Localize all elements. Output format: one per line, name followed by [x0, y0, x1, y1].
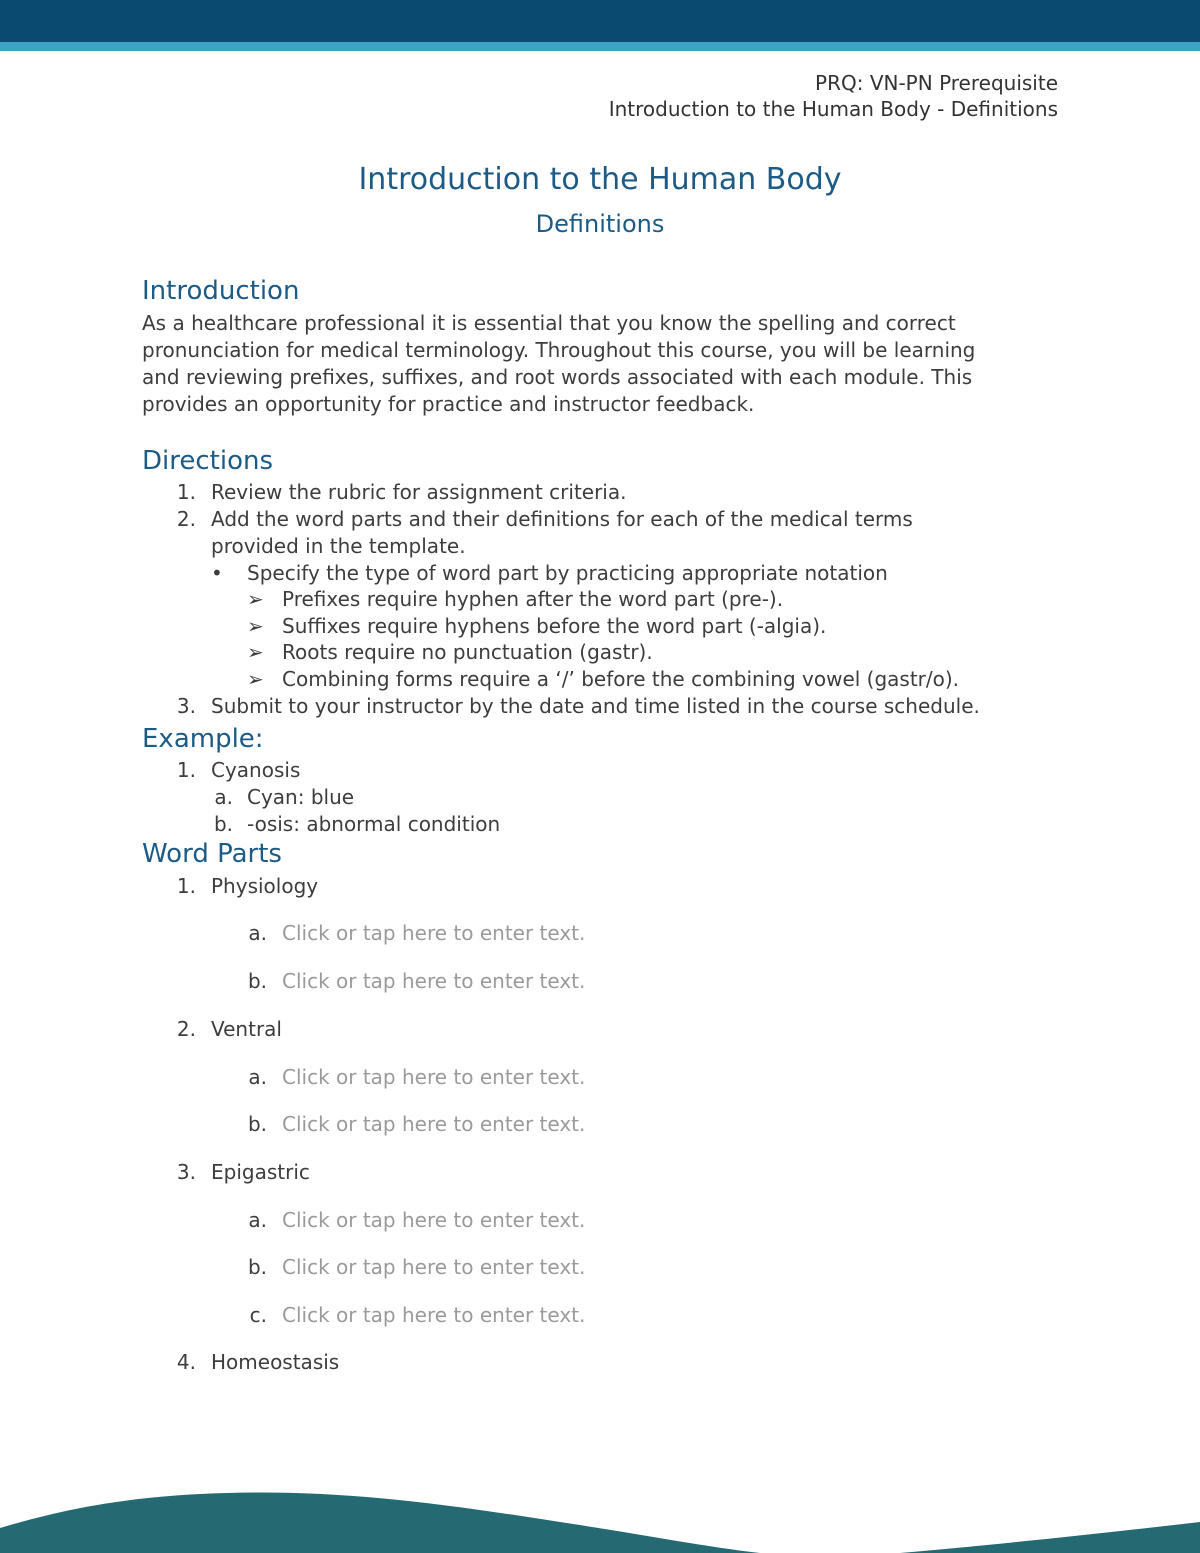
example-definition: Cyan: blue [247, 785, 355, 809]
term-label: Homeostasis [211, 1350, 340, 1374]
notation-text: Prefixes require hyphen after the word part (pre-). [282, 587, 784, 611]
list-number: 2. [176, 507, 196, 531]
introduction-paragraph [142, 310, 1062, 418]
list-letter: a. [248, 1065, 267, 1089]
answer-text-field[interactable]: Click or tap here to enter text. [282, 1112, 586, 1136]
answer-text-field[interactable]: Click or tap here to enter text. [282, 1303, 586, 1327]
example-heading: Example: [142, 724, 264, 754]
directions-step-text: Add the word parts and their definitions for each of the medical terms [211, 507, 913, 531]
page-subtitle: Definitions [535, 210, 665, 238]
list-letter: a. [248, 921, 267, 945]
list-number: 3. [176, 1160, 196, 1184]
bullet-icon: • [211, 561, 223, 585]
list-letter: b. [247, 1112, 267, 1136]
directions-step-text: Submit to your instructor by the date and time listed in the course schedule. [211, 694, 980, 718]
term-label: Epigastric [211, 1160, 310, 1184]
running-header-document: Introduction to the Human Body - Definitions [608, 97, 1058, 121]
introduction-line: pronunciation for medical terminology. Throughout this course, you will be learning [142, 338, 976, 362]
list-number: 1. [176, 874, 196, 898]
answer-text-field[interactable]: Click or tap here to enter text. [282, 1255, 586, 1279]
term-label: Physiology [211, 874, 319, 898]
footer-wave [0, 1470, 1200, 1553]
arrow-bullet-icon: ➢ [247, 640, 264, 664]
directions-heading: Directions [142, 446, 274, 476]
arrow-bullet-icon: ➢ [247, 667, 264, 691]
top-banner-accent-stripe [0, 42, 1200, 51]
top-banner-dark-band [0, 0, 1200, 42]
list-letter: b. [247, 1255, 267, 1279]
introduction-line: and reviewing prefixes, suffixes, and root words associated with each module. This [142, 365, 973, 389]
arrow-bullet-icon: ➢ [247, 587, 264, 611]
introduction-line: provides an opportunity for practice and instructor feedback. [142, 392, 755, 416]
running-header-course: PRQ: VN-PN Prerequisite [815, 71, 1058, 95]
term-label: Ventral [211, 1017, 282, 1041]
introduction-heading: Introduction [142, 276, 300, 306]
example-definition: -osis: abnormal condition [247, 812, 501, 836]
notation-text: Combining forms require a ‘/’ before the combining vowel (gastr/o). [282, 667, 960, 691]
directions-bullet-text: Specify the type of word part by practicing appropriate notation [247, 561, 888, 585]
running-header [609, 70, 1058, 122]
footer-wave-right-shape [900, 1522, 1200, 1553]
answer-text-field[interactable]: Click or tap here to enter text. [282, 1208, 586, 1232]
introduction-line: As a healthcare professional it is essential that you know the spelling and correct [142, 311, 956, 335]
answer-text-field[interactable]: Click or tap here to enter text. [282, 921, 586, 945]
directions-step-text: Review the rubric for assignment criteria. [211, 480, 627, 504]
list-number: 1. [176, 480, 196, 504]
page-title: Introduction to the Human Body [358, 162, 842, 197]
footer-wave-left-shape [0, 1492, 760, 1553]
example-term: Cyanosis [211, 758, 301, 782]
list-letter: a. [248, 1208, 267, 1232]
notation-text: Roots require no punctuation (gastr). [282, 640, 653, 664]
word-parts-heading: Word Parts [142, 839, 282, 869]
answer-text-field[interactable]: Click or tap here to enter text. [282, 1065, 586, 1089]
list-number: 4. [176, 1350, 196, 1374]
arrow-bullet-icon: ➢ [247, 614, 264, 638]
list-number: 2. [176, 1017, 196, 1041]
notation-text: Suffixes require hyphens before the word part (-algia). [282, 614, 827, 638]
answer-text-field[interactable]: Click or tap here to enter text. [282, 969, 586, 993]
list-number: 1. [176, 758, 196, 782]
list-letter: a. [214, 785, 233, 809]
list-letter: b. [247, 969, 267, 993]
top-banner [0, 0, 1200, 52]
list-letter: b. [213, 812, 233, 836]
list-number: 3. [176, 694, 196, 718]
list-letter: c. [249, 1303, 267, 1327]
directions-step-text: provided in the template. [211, 534, 466, 558]
